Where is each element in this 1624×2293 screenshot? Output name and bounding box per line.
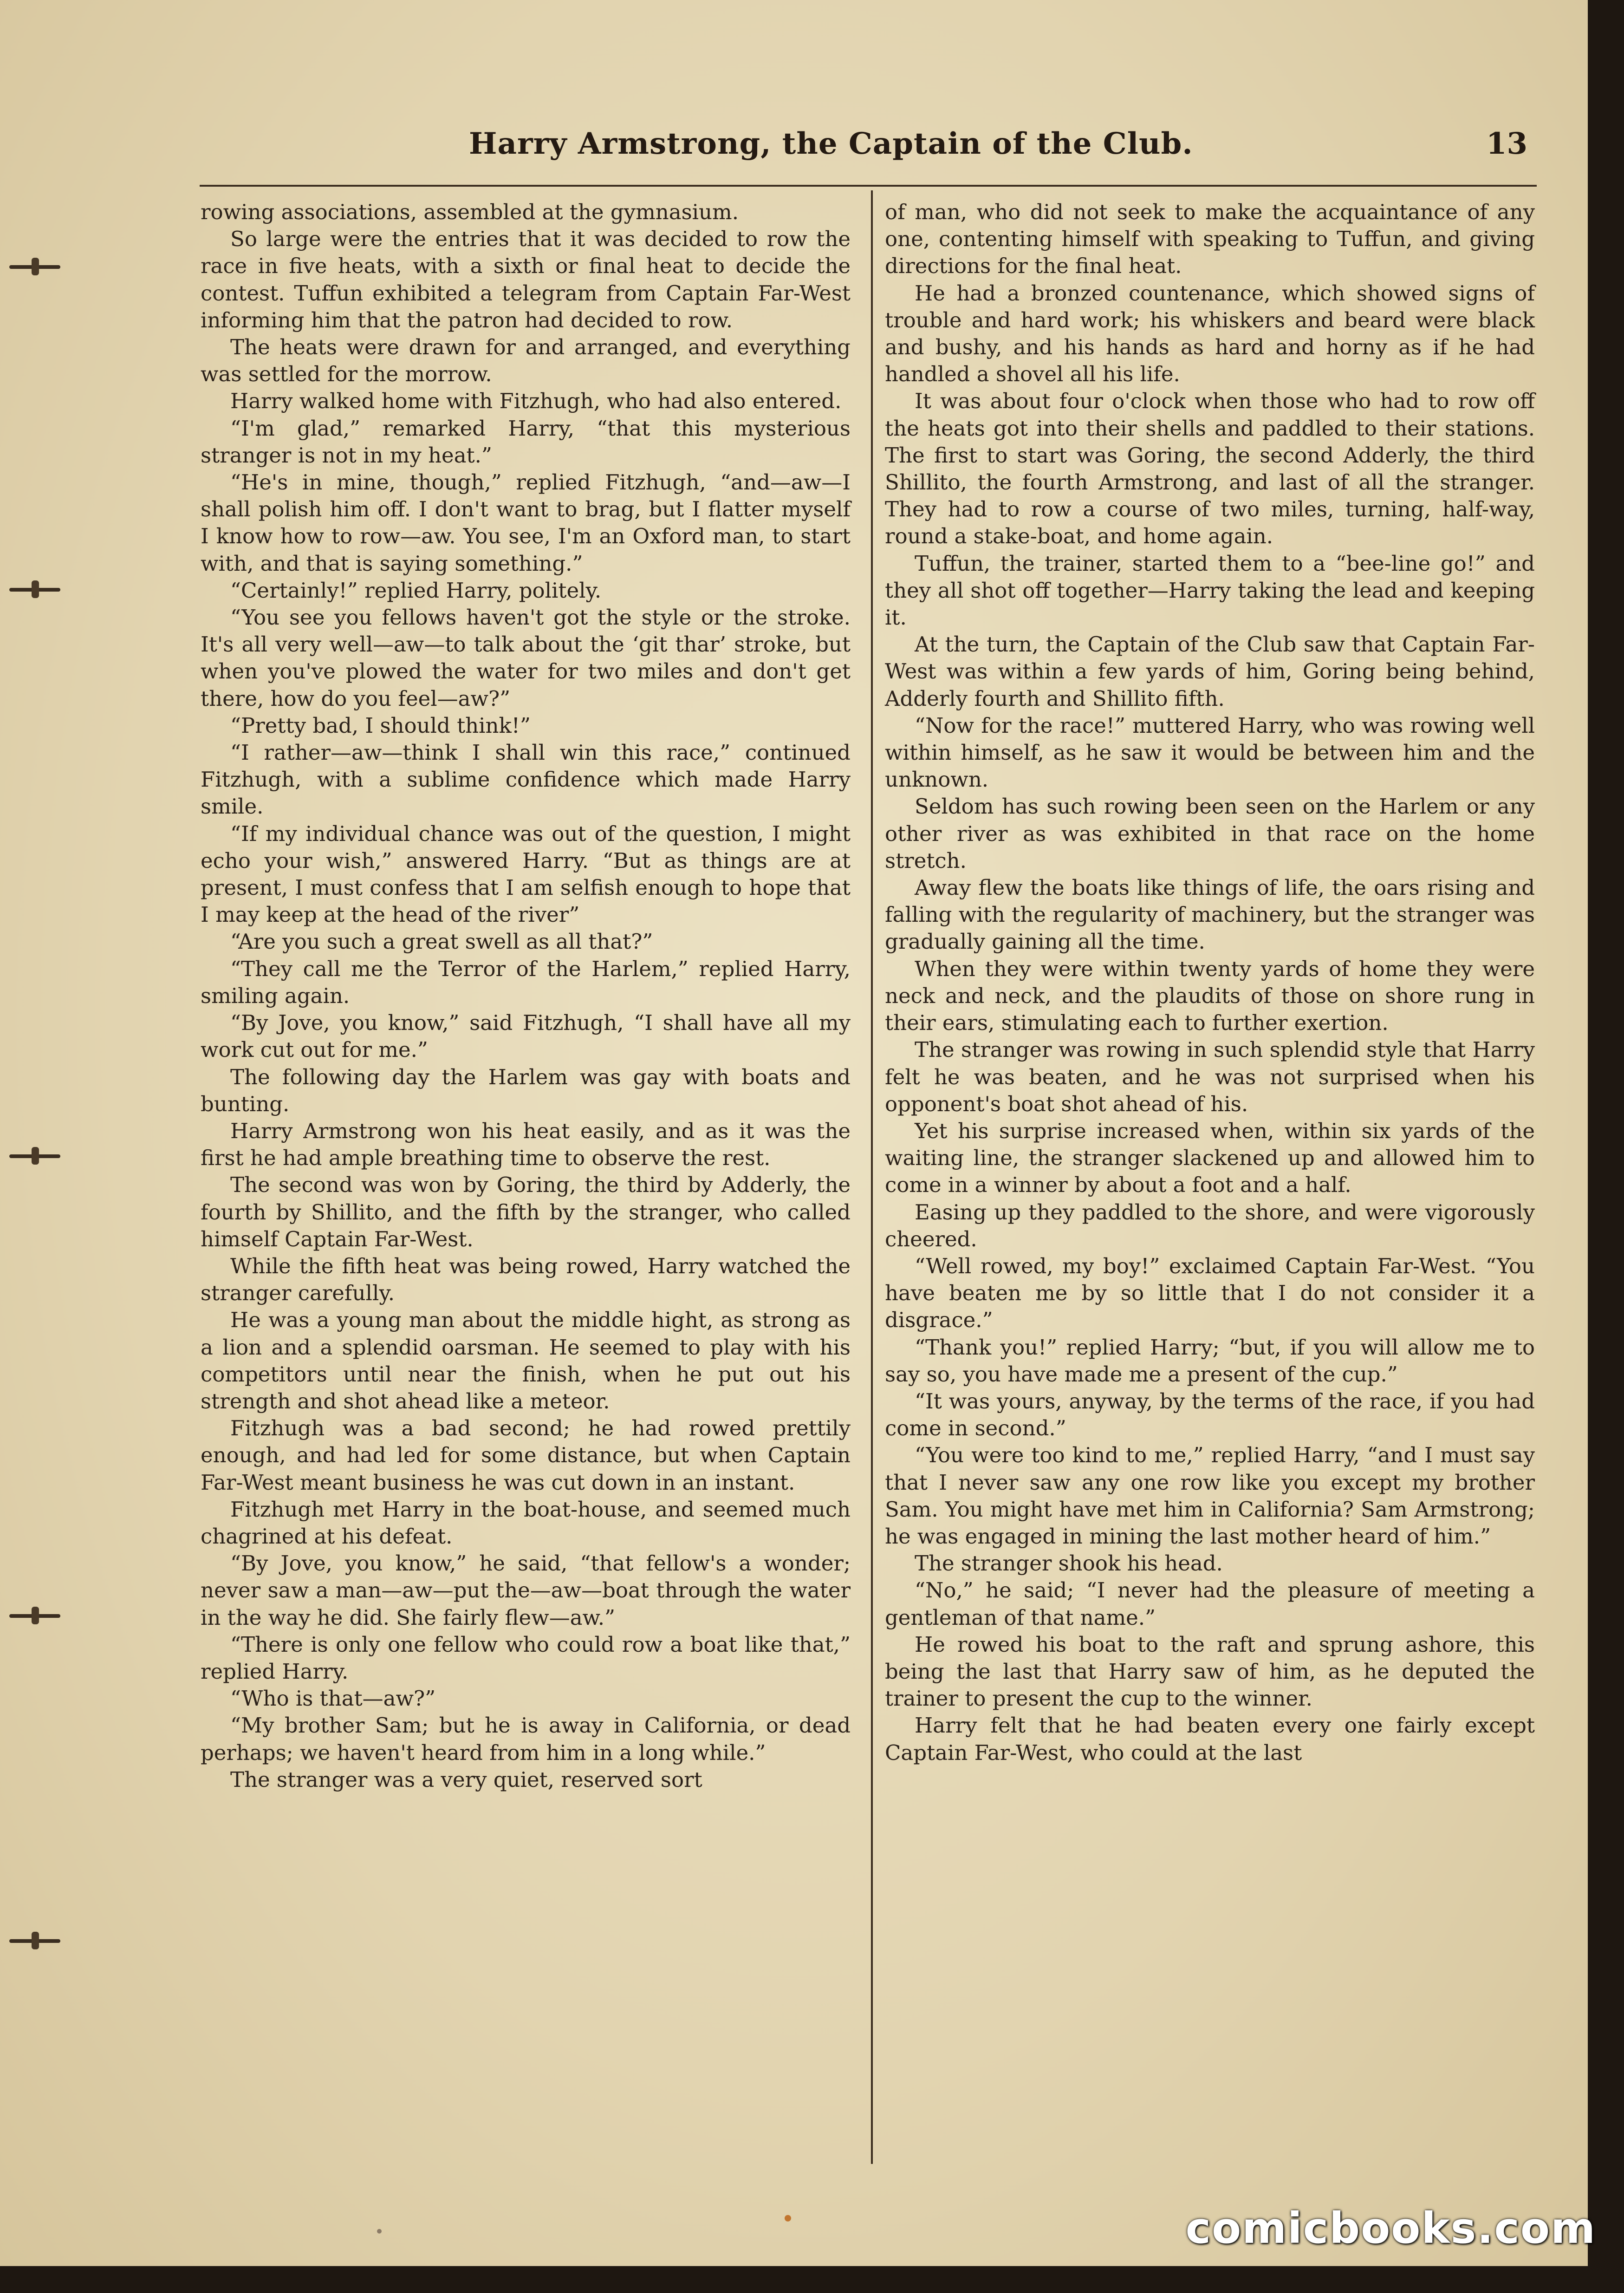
paragraph: Harry felt that he had beaten every one fairly except Captain Far-West, who could at the last <box>885 1713 1535 1765</box>
paragraph: The second was won by Goring, the third by Adderly, the fourth by Shillito, and the fifth by the stranger, who called himself Captain Far-West. <box>201 1173 851 1251</box>
paragraph: “There is only one fellow who could row a boat like that,” replied Harry. <box>201 1632 851 1684</box>
paragraph: Seldom has such rowing been seen on the Harlem or any other river as was exhibited in that race on the home stretch. <box>885 794 1535 873</box>
paragraph: The following day the Harlem was gay with boats and bunting. <box>201 1064 851 1116</box>
page-title: Harry Armstrong, the Captain of the Club. <box>469 126 1193 161</box>
paragraph: So large were the entries that it was decided to row the race in five heats, with a sixth or final heat to decide the contest. Tuffun exhibited a telegram from Captain Far-West informing him that the patron had decided to row. <box>201 227 851 332</box>
running-header <box>469 122 1527 173</box>
watermark-text: comicbooks.com <box>1185 2203 1596 2253</box>
paragraph: “Are you such a great swell as all that?” <box>230 929 653 954</box>
binding-stitch <box>0 1147 70 1165</box>
paragraph: The stranger shook his head. <box>915 1551 1223 1576</box>
paragraph: He rowed his boat to the raft and sprung ashore, this being the last that Harry saw of him, as he deputed the trainer to present the cup to the winner. <box>885 1632 1535 1711</box>
paper-speck <box>377 2229 382 2234</box>
paragraph: The stranger was rowing in such splendid style that Harry felt he was beaten, and he was not surprised when his opponent's boat shot ahead of his. <box>885 1037 1535 1116</box>
paragraph: He was a young man about the middle hight, as strong as a lion and a splendid oarsman. He seemed to play with his competitors until near the finish, when he put out his strength and shot ahead like a meteor. <box>201 1308 851 1414</box>
page-number: 13 <box>1486 126 1527 161</box>
paragraph: “No,” he said; “I never had the pleasure of meeting a gentleman of that name.” <box>885 1578 1535 1630</box>
header-rule <box>200 185 1537 187</box>
paragraph: “I rather—aw—think I shall win this race,” continued Fitzhugh, with a sublime confidence which made Harry smile. <box>201 740 851 819</box>
paragraph: Easing up they paddled to the shore, and were vigorously cheered. <box>885 1199 1535 1251</box>
paragraph: Fitzhugh met Harry in the boat-house, and seemed much chagrined at his defeat. <box>201 1497 851 1549</box>
paragraph: While the fifth heat was being rowed, Harry watched the stranger carefully. <box>201 1253 851 1306</box>
paragraph: The heats were drawn for and arranged, and everything was settled for the morrow. <box>201 335 851 387</box>
paragraph: “They call me the Terror of the Harlem,” replied Harry, smiling again. <box>201 956 851 1008</box>
paragraph: “Pretty bad, I should think!” <box>230 713 531 738</box>
paragraph: When they were within twenty yards of home they were neck and neck, and the plaudits of those on shore rung in their ears, stimulating each to further exertion. <box>885 956 1535 1036</box>
binding-stitch <box>0 1932 70 1949</box>
paragraph: “Who is that—aw?” <box>230 1686 436 1711</box>
paragraph: “My brother Sam; but he is away in California, or dead perhaps; we haven't heard from him in a long while.” <box>201 1713 851 1765</box>
paragraph: At the turn, the Captain of the Club saw that Captain Far-West was within a few yards of him, Goring being behind, Adderly fourth and Shillito fifth. <box>885 632 1535 711</box>
left-column <box>201 199 851 1793</box>
paragraph: rowing associations, assembled at the gymnasium. <box>201 200 739 224</box>
paragraph: “It was yours, anyway, by the terms of the race, if you had come in second.” <box>885 1388 1535 1441</box>
binding-stitch <box>0 580 70 598</box>
paragraph: “Now for the race!” muttered Harry, who was rowing well within himself, as he saw it would be between him and the unknown. <box>885 713 1535 792</box>
paragraph: “By Jove, you know,” he said, “that fellow's a wonder; never saw a man—aw—put the—aw—boat through the water in the way he did. She fairly flew—aw.” <box>201 1551 851 1630</box>
scan-edge <box>0 2266 1624 2293</box>
right-column <box>885 199 1535 1766</box>
paragraph: “He's in mine, though,” replied Fitzhugh, “and—aw—I shall polish him off. I don't want to brag, but I flatter myself I know how to row—aw. You see, I'm an Oxford man, to start with, and that is saying something.” <box>201 470 851 576</box>
paragraph: “If my individual chance was out of the question, I might echo your wish,” answered Harry. “But as things are at present, I must confess that I am selfish enough to hope that I may keep at the head of the river” <box>201 821 851 927</box>
paragraph: It was about four o'clock when those who had to row off the heats got into their shells and paddled to their stations. The first to start was Goring, the second Adderly, the third Shillito, the fourth Armstrong, and last of all the stranger. They had to row a course of two miles, turning, half-way, round a stake-boat, and home again. <box>885 389 1535 549</box>
paragraph: “Thank you!” replied Harry; “but, if you will allow me to say so, you have made me a present of the cup.” <box>885 1335 1535 1387</box>
paper-speck <box>785 2215 791 2221</box>
paragraph: “You see you fellows haven't got the style or the stroke. It's all very well—aw—to talk about the ‘git thar’ stroke, but when you've plowed the water for two miles and don't get there, how do you feel—aw?” <box>201 605 851 711</box>
paragraph: Fitzhugh was a bad second; he had rowed prettily enough, and had led for some distance, but when Captain Far-West meant business he was cut down in an instant. <box>201 1416 851 1495</box>
paragraph: Harry walked home with Fitzhugh, who had also entered. <box>230 389 842 414</box>
scan-edge <box>1588 0 1624 2293</box>
paragraph: of man, who did not seek to make the acquaintance of any one, contenting himself with speaking to Tuffun, and giving directions for the final heat. <box>885 200 1535 279</box>
paragraph: “By Jove, you know,” said Fitzhugh, “I shall have all my work cut out for me.” <box>201 1010 851 1062</box>
paragraph: The stranger was a very quiet, reserved sort <box>230 1767 702 1792</box>
column-divider <box>871 190 873 2164</box>
paragraph: He had a bronzed countenance, which showed signs of trouble and hard work; his whiskers and beard were black and bushy, and his hands as hard and horny as if he had handled a shovel all his life. <box>885 280 1535 387</box>
paragraph: Tuffun, the trainer, started them to a “bee-line go!” and they all shot off together—Harry taking the lead and keeping it. <box>885 551 1535 630</box>
paragraph: “You were too kind to me,” replied Harry, “and I must say that I never saw any one row like you except my brother Sam. You might have met him in California? Sam Armstrong; he was engaged in mining the last mother heard of him.” <box>885 1443 1535 1549</box>
paragraph: “Certainly!” replied Harry, politely. <box>230 578 602 603</box>
binding-stitch <box>0 258 70 275</box>
paragraph: “I'm glad,” remarked Harry, “that this mysterious stranger is not in my heat.” <box>201 416 851 468</box>
paragraph: Yet his surprise increased when, within six yards of the waiting line, the stranger slackened up and allowed him to come in a winner by about a foot and a half. <box>885 1118 1535 1198</box>
paragraph: “Well rowed, my boy!” exclaimed Captain Far-West. “You have beaten me by so little that I do not consider it a disgrace.” <box>885 1253 1535 1333</box>
paragraph: Away flew the boats like things of life, the oars rising and falling with the regularity of machinery, but the stranger was gradually gaining all the time. <box>885 875 1535 954</box>
binding-stitch <box>0 1607 70 1624</box>
paragraph: Harry Armstrong won his heat easily, and as it was the first he had ample breathing time to observe the rest. <box>201 1118 851 1171</box>
